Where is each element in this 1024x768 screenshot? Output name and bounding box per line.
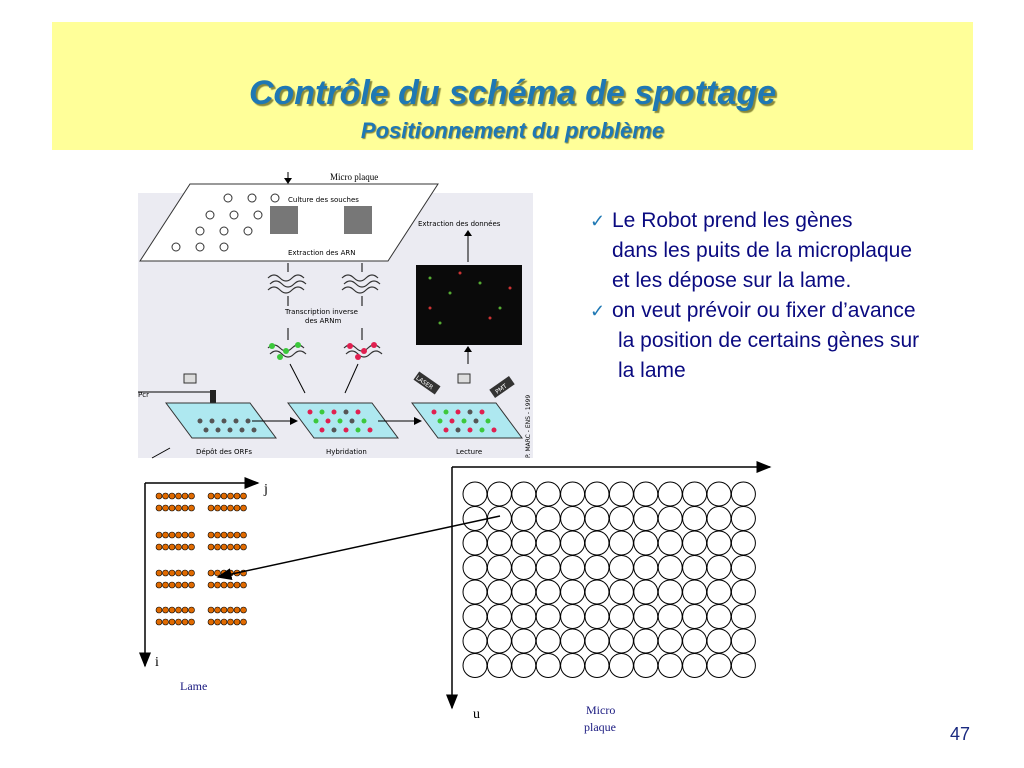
plaque-well — [658, 580, 682, 604]
plaque-well — [585, 629, 609, 653]
plaque-well — [634, 654, 658, 678]
plaque-well — [658, 629, 682, 653]
lame-spot — [176, 582, 182, 588]
plaque-well — [683, 654, 707, 678]
lame-spot — [156, 582, 162, 588]
lame-spot — [163, 607, 169, 613]
lame-spot — [163, 582, 169, 588]
checkmark-icon: ✓ — [590, 211, 606, 231]
plaque-well — [707, 629, 731, 653]
plaque-well — [561, 507, 585, 531]
lame-spot — [228, 544, 234, 550]
lame-spot — [182, 505, 188, 511]
plaque-well — [585, 605, 609, 629]
plaque-well — [658, 556, 682, 580]
lame-spot — [169, 505, 175, 511]
lame-spot — [215, 607, 221, 613]
plaque-well — [634, 580, 658, 604]
lame-spot — [228, 505, 234, 511]
lame-spot — [176, 532, 182, 538]
plaque-label-1: Micro — [586, 703, 616, 717]
credit-label: P. MARC - ENS - 1999 — [525, 394, 532, 458]
pcr-label: Pcr — [138, 391, 149, 399]
lame-spot — [208, 570, 214, 576]
lame-spot — [215, 532, 221, 538]
lame-spot — [234, 607, 240, 613]
bullet-item-2: ✓ on veut prévoir ou fixer d’avance — [590, 296, 1010, 326]
bullet-1-line-2: dans les puits de la microplaque — [612, 239, 913, 262]
plaque-well — [707, 605, 731, 629]
plaque-well — [463, 482, 487, 506]
transcription-label-1: Transcription inverse — [285, 308, 358, 316]
plaque-well — [707, 531, 731, 555]
lame-spot — [241, 505, 247, 511]
plaque-well — [512, 556, 536, 580]
plaque-well — [536, 605, 560, 629]
plaque-well — [609, 605, 633, 629]
plaque-axis-u-label: u — [473, 707, 480, 722]
plaque-well — [536, 482, 560, 506]
plaque-well — [463, 605, 487, 629]
lame-spot — [221, 493, 227, 499]
plaque-well — [683, 507, 707, 531]
lame-spot — [163, 619, 169, 625]
lame-spot — [182, 619, 188, 625]
lame-spot — [176, 607, 182, 613]
lame-spots — [156, 493, 247, 625]
lame-spot — [208, 493, 214, 499]
page-title: Contrôle du schéma de spottage — [248, 74, 777, 112]
lame-spot — [182, 544, 188, 550]
plaque-well — [561, 556, 585, 580]
extraction-donnees-label: Extraction des données — [418, 220, 501, 228]
lame-spot — [215, 505, 221, 511]
plaque-well — [463, 654, 487, 678]
culture-label: Culture des souches — [288, 196, 359, 204]
lame-spot — [169, 532, 175, 538]
plaque-well — [536, 629, 560, 653]
lame-spot — [169, 544, 175, 550]
plaque-well — [536, 507, 560, 531]
plaque-well — [487, 654, 511, 678]
page-number: 47 — [950, 724, 971, 744]
hybridation-label: Hybridation — [326, 448, 367, 456]
plaque-well — [609, 482, 633, 506]
lame-spot — [169, 582, 175, 588]
lame-spot — [221, 544, 227, 550]
lame-spot — [176, 505, 182, 511]
lame-spot — [163, 532, 169, 538]
lame-spot — [234, 544, 240, 550]
plaque-well — [683, 556, 707, 580]
plaque-well — [707, 654, 731, 678]
plaque-well — [609, 556, 633, 580]
checkmark-icon: ✓ — [590, 301, 606, 321]
lame-spot — [208, 619, 214, 625]
microplaque-figure-label: Micro plaque — [330, 172, 379, 182]
plaque-well — [609, 507, 633, 531]
plaque-well — [463, 507, 487, 531]
lame-spot — [234, 505, 240, 511]
plaque-well — [609, 580, 633, 604]
lame-label: Lame — [180, 679, 208, 693]
lame-spot — [215, 582, 221, 588]
lame-spot — [189, 544, 195, 550]
lame-spot — [156, 570, 162, 576]
lame-spot — [228, 619, 234, 625]
lame-spot — [208, 505, 214, 511]
plaque-well — [512, 507, 536, 531]
plaque-well — [731, 556, 755, 580]
plaque-well — [463, 531, 487, 555]
plaque-well — [561, 580, 585, 604]
depot-label: Dépôt des ORFs — [196, 448, 253, 456]
plaque-wells — [463, 482, 755, 678]
lame-axis-i-label: i — [155, 655, 159, 670]
lame-spot — [241, 493, 247, 499]
plaque-well — [658, 605, 682, 629]
lame-spot — [241, 582, 247, 588]
lame-spot — [208, 582, 214, 588]
plaque-well — [683, 531, 707, 555]
plaque-well — [585, 482, 609, 506]
lame-spot — [234, 532, 240, 538]
plaque-well — [585, 531, 609, 555]
plaque-well — [731, 654, 755, 678]
plaque-well — [609, 531, 633, 555]
lecture-label: Lecture — [456, 448, 483, 456]
plaque-well — [512, 531, 536, 555]
plaque-well — [707, 556, 731, 580]
lame-spot — [169, 607, 175, 613]
plaque-well — [707, 580, 731, 604]
plaque-well — [487, 605, 511, 629]
bullet-2-line-2: la position de certains gènes sur — [618, 329, 920, 352]
lame-spot — [189, 582, 195, 588]
plaque-well — [463, 629, 487, 653]
lame-spot — [182, 570, 188, 576]
lame-spot — [215, 570, 221, 576]
plaque-well — [512, 482, 536, 506]
lame-spot — [163, 570, 169, 576]
lame-spot — [234, 619, 240, 625]
lame-spot — [189, 607, 195, 613]
plaque-well — [585, 507, 609, 531]
plaque-well — [512, 580, 536, 604]
plaque-well — [536, 654, 560, 678]
plaque-well — [634, 556, 658, 580]
lame-spot — [163, 493, 169, 499]
plaque-well — [561, 629, 585, 653]
plaque-well — [683, 482, 707, 506]
plaque-well — [731, 482, 755, 506]
lame-spot — [156, 493, 162, 499]
lame-spot — [169, 493, 175, 499]
lame-spot — [169, 619, 175, 625]
plaque-well — [512, 605, 536, 629]
lame-spot — [189, 619, 195, 625]
bullet-1-line-3: et les dépose sur la lame. — [612, 269, 852, 292]
pmt-label: PMT — [494, 382, 509, 396]
lame-spot — [176, 619, 182, 625]
lame-spot — [241, 619, 247, 625]
plaque-well — [634, 531, 658, 555]
plaque-well — [658, 507, 682, 531]
plaque-well — [585, 580, 609, 604]
lame-spot — [241, 532, 247, 538]
lame-spot — [189, 505, 195, 511]
plaque-well — [731, 580, 755, 604]
plaque-well — [683, 580, 707, 604]
plaque-well — [683, 605, 707, 629]
lame-spot — [215, 493, 221, 499]
page-subtitle: Positionnement du problème — [360, 118, 665, 143]
lame-spot — [156, 607, 162, 613]
lame-spot — [221, 619, 227, 625]
plaque-well — [585, 556, 609, 580]
lame-spot — [208, 532, 214, 538]
plaque-well — [731, 629, 755, 653]
lame-spot — [156, 532, 162, 538]
plaque-label-2: plaque — [584, 720, 616, 734]
bullet-2-line-3: la lame — [618, 359, 686, 382]
plaque-well — [585, 654, 609, 678]
lame-spot — [208, 544, 214, 550]
plaque-well — [487, 482, 511, 506]
lame-spot — [169, 570, 175, 576]
lame-spot — [189, 570, 195, 576]
lame-spot — [176, 570, 182, 576]
lame-spot — [228, 493, 234, 499]
plaque-well — [487, 556, 511, 580]
plaque-well — [683, 629, 707, 653]
lame-spot — [189, 532, 195, 538]
plaque-well — [536, 531, 560, 555]
lame-spot — [156, 544, 162, 550]
lame-spot — [208, 607, 214, 613]
laser-label: LASER — [414, 374, 435, 392]
plaque-well — [634, 629, 658, 653]
lame-spot — [234, 493, 240, 499]
plaque-well — [463, 556, 487, 580]
lame-spot — [163, 505, 169, 511]
plaque-well — [561, 654, 585, 678]
plaque-well — [561, 531, 585, 555]
plaque-well — [658, 482, 682, 506]
lame-spot — [228, 532, 234, 538]
transfer-arrow — [218, 516, 500, 577]
lame-spot — [182, 582, 188, 588]
plaque-well — [658, 531, 682, 555]
plaque-well — [707, 507, 731, 531]
plaque-well — [487, 531, 511, 555]
plaque-well — [634, 605, 658, 629]
plaque-well — [731, 605, 755, 629]
lame-spot — [234, 582, 240, 588]
transcription-label-2: des ARNm — [305, 317, 342, 325]
lame-spot — [221, 505, 227, 511]
lame-spot — [221, 582, 227, 588]
plaque-well — [512, 654, 536, 678]
lame-spot — [182, 532, 188, 538]
plaque-well — [634, 507, 658, 531]
lame-spot — [176, 544, 182, 550]
plaque-well — [634, 482, 658, 506]
lame-spot — [215, 619, 221, 625]
plaque-well — [561, 482, 585, 506]
lame-spot — [163, 544, 169, 550]
plaque-well — [463, 580, 487, 604]
plaque-well — [609, 654, 633, 678]
lame-axis-j-label: j — [264, 482, 268, 497]
lame-spot — [176, 493, 182, 499]
plaque-well — [658, 654, 682, 678]
plaque-well — [707, 482, 731, 506]
extraction-arn-label: Extraction des ARN — [288, 249, 356, 257]
lame-spot — [182, 607, 188, 613]
lame-spot — [156, 505, 162, 511]
lame-spot — [241, 607, 247, 613]
plaque-well — [536, 580, 560, 604]
plaque-well — [731, 507, 755, 531]
lame-spot — [156, 619, 162, 625]
lame-spot — [221, 607, 227, 613]
plaque-well — [487, 580, 511, 604]
lame-spot — [241, 544, 247, 550]
lame-spot — [215, 544, 221, 550]
plaque-well — [731, 531, 755, 555]
bullet-item-1: ✓ Le Robot prend les gènes — [590, 206, 1010, 236]
plaque-well — [561, 605, 585, 629]
plaque-well — [536, 556, 560, 580]
plaque-well — [512, 629, 536, 653]
plaque-well — [487, 629, 511, 653]
plaque-well — [609, 629, 633, 653]
lame-spot — [189, 493, 195, 499]
lame-spot — [228, 607, 234, 613]
lame-spot — [228, 582, 234, 588]
lame-spot — [221, 532, 227, 538]
lame-spot — [182, 493, 188, 499]
